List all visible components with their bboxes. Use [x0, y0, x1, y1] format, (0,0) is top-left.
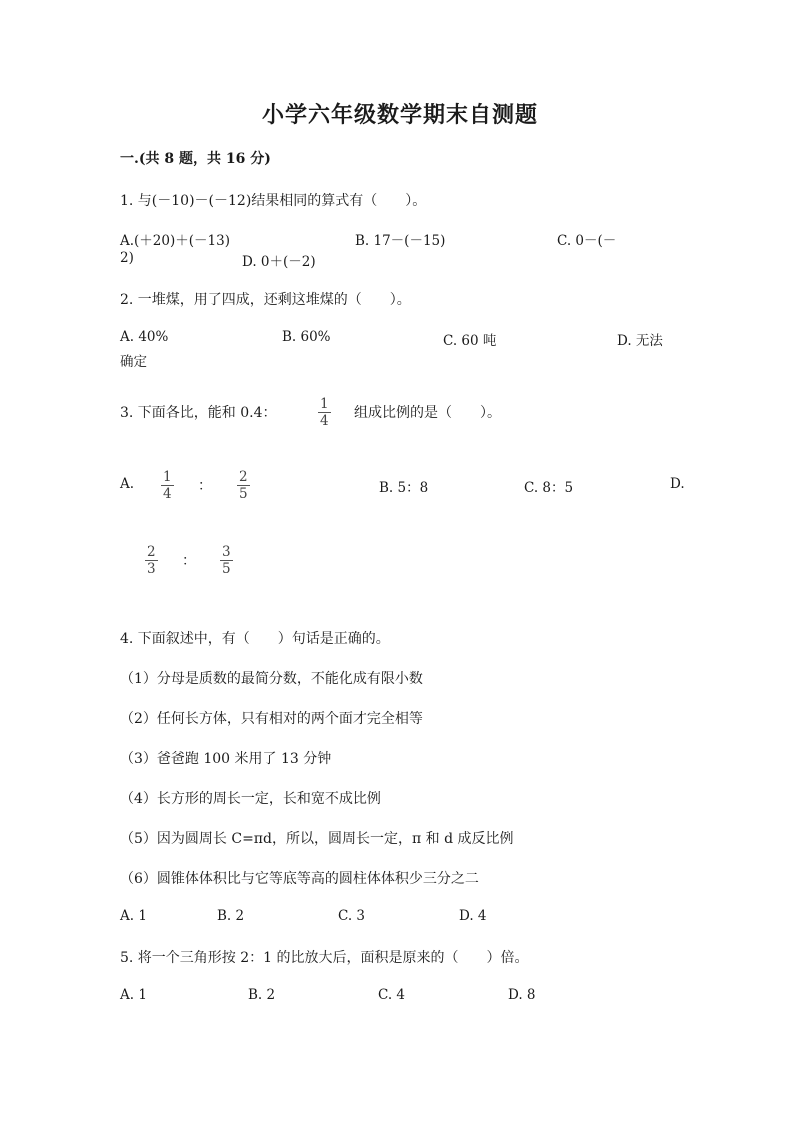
question-4-statement: （1）分母是质数的最简分数，不能化成有限小数: [120, 671, 423, 687]
question-5-option-b[interactable]: B. 2: [248, 987, 276, 1003]
question-3-option-d-colon: ：: [182, 553, 196, 569]
question-2-option-c[interactable]: C. 60 吨: [443, 333, 497, 349]
question-1-option-d[interactable]: D. 0＋(－2): [242, 254, 316, 270]
question-3-stem-fraction: [318, 396, 331, 429]
page-title: 小学六年级数学期末自测题: [261, 102, 538, 128]
question-4-statement: （5）因为圆周长 C=πd，所以，圆周长一定，π 和 d 成反比例: [120, 831, 514, 847]
fraction-numerator: 2: [147, 544, 156, 560]
question-4-option-a[interactable]: A. 1: [120, 908, 147, 924]
question-3-option-b[interactable]: B. 5：8: [379, 480, 429, 496]
question-3-option-a-fraction-1: [161, 469, 174, 502]
question-1-option-c[interactable]: C. 0－(－: [557, 233, 617, 249]
question-5-option-d[interactable]: D. 8: [508, 987, 536, 1003]
question-4-stem: 4. 下面叙述中，有（ ）句话是正确的。: [120, 631, 390, 647]
question-4-statement: （3）爸爸跑 100 米用了 13 分钟: [120, 751, 332, 767]
question-3-option-d-fraction-2: [220, 544, 233, 577]
question-4-statement: （6）圆锥体体积比与它等底等高的圆柱体体积少三分之二: [120, 871, 479, 887]
fraction-denominator: 5: [239, 486, 248, 502]
question-3-option-d-label[interactable]: D.: [670, 476, 685, 492]
question-3-stem-after: 组成比例的是（ ）。: [354, 405, 501, 421]
fraction-denominator: 4: [163, 486, 172, 502]
question-1-option-c-continued: 2): [120, 250, 134, 266]
fraction-numerator: 3: [222, 544, 231, 560]
fraction-numerator: 2: [239, 469, 248, 485]
question-4-option-d[interactable]: D. 4: [459, 908, 487, 924]
fraction-denominator: 3: [147, 561, 156, 577]
question-4-statement: （2）任何长方体，只有相对的两个面才完全相等: [120, 711, 423, 727]
question-1-option-a[interactable]: A.(＋20)＋(－13): [120, 233, 230, 249]
question-1-stem: 1. 与(－10)－(－12)结果相同的算式有（ ）。: [120, 193, 427, 209]
question-2-option-d[interactable]: D. 无法: [617, 333, 663, 349]
question-2-option-a[interactable]: A. 40%: [120, 329, 169, 345]
question-3-option-a-fraction-2: [237, 469, 250, 502]
fraction-denominator: 5: [222, 561, 231, 577]
question-2-option-d-continued: 确定: [120, 354, 147, 370]
fraction-numerator: 1: [163, 469, 172, 485]
question-2-option-b[interactable]: B. 60%: [282, 329, 331, 345]
question-3-stem-before: 3. 下面各比，能和 0.4：: [120, 405, 277, 421]
question-3-option-a-label[interactable]: A.: [120, 476, 135, 492]
question-2-stem: 2. 一堆煤，用了四成，还剩这堆煤的（ ）。: [120, 292, 411, 308]
section-heading: 一.(共 8 题，共 16 分): [120, 151, 271, 167]
fraction-numerator: 1: [320, 396, 329, 412]
question-5-stem: 5. 将一个三角形按 2：1 的比放大后，面积是原来的（ ）倍。: [120, 950, 529, 966]
question-3-option-c[interactable]: C. 8：5: [524, 480, 574, 496]
question-4-statement: （4）长方形的周长一定，长和宽不成比例: [120, 791, 381, 807]
question-4-option-b[interactable]: B. 2: [217, 908, 245, 924]
question-1-option-b[interactable]: B. 17－(－15): [355, 233, 446, 249]
question-3-option-d-fraction-1: [145, 544, 158, 577]
question-5-option-a[interactable]: A. 1: [120, 987, 147, 1003]
question-5-option-c[interactable]: C. 4: [378, 987, 406, 1003]
question-3-option-a-colon: ：: [198, 478, 212, 494]
fraction-denominator: 4: [320, 413, 329, 429]
question-4-option-c[interactable]: C. 3: [338, 908, 366, 924]
